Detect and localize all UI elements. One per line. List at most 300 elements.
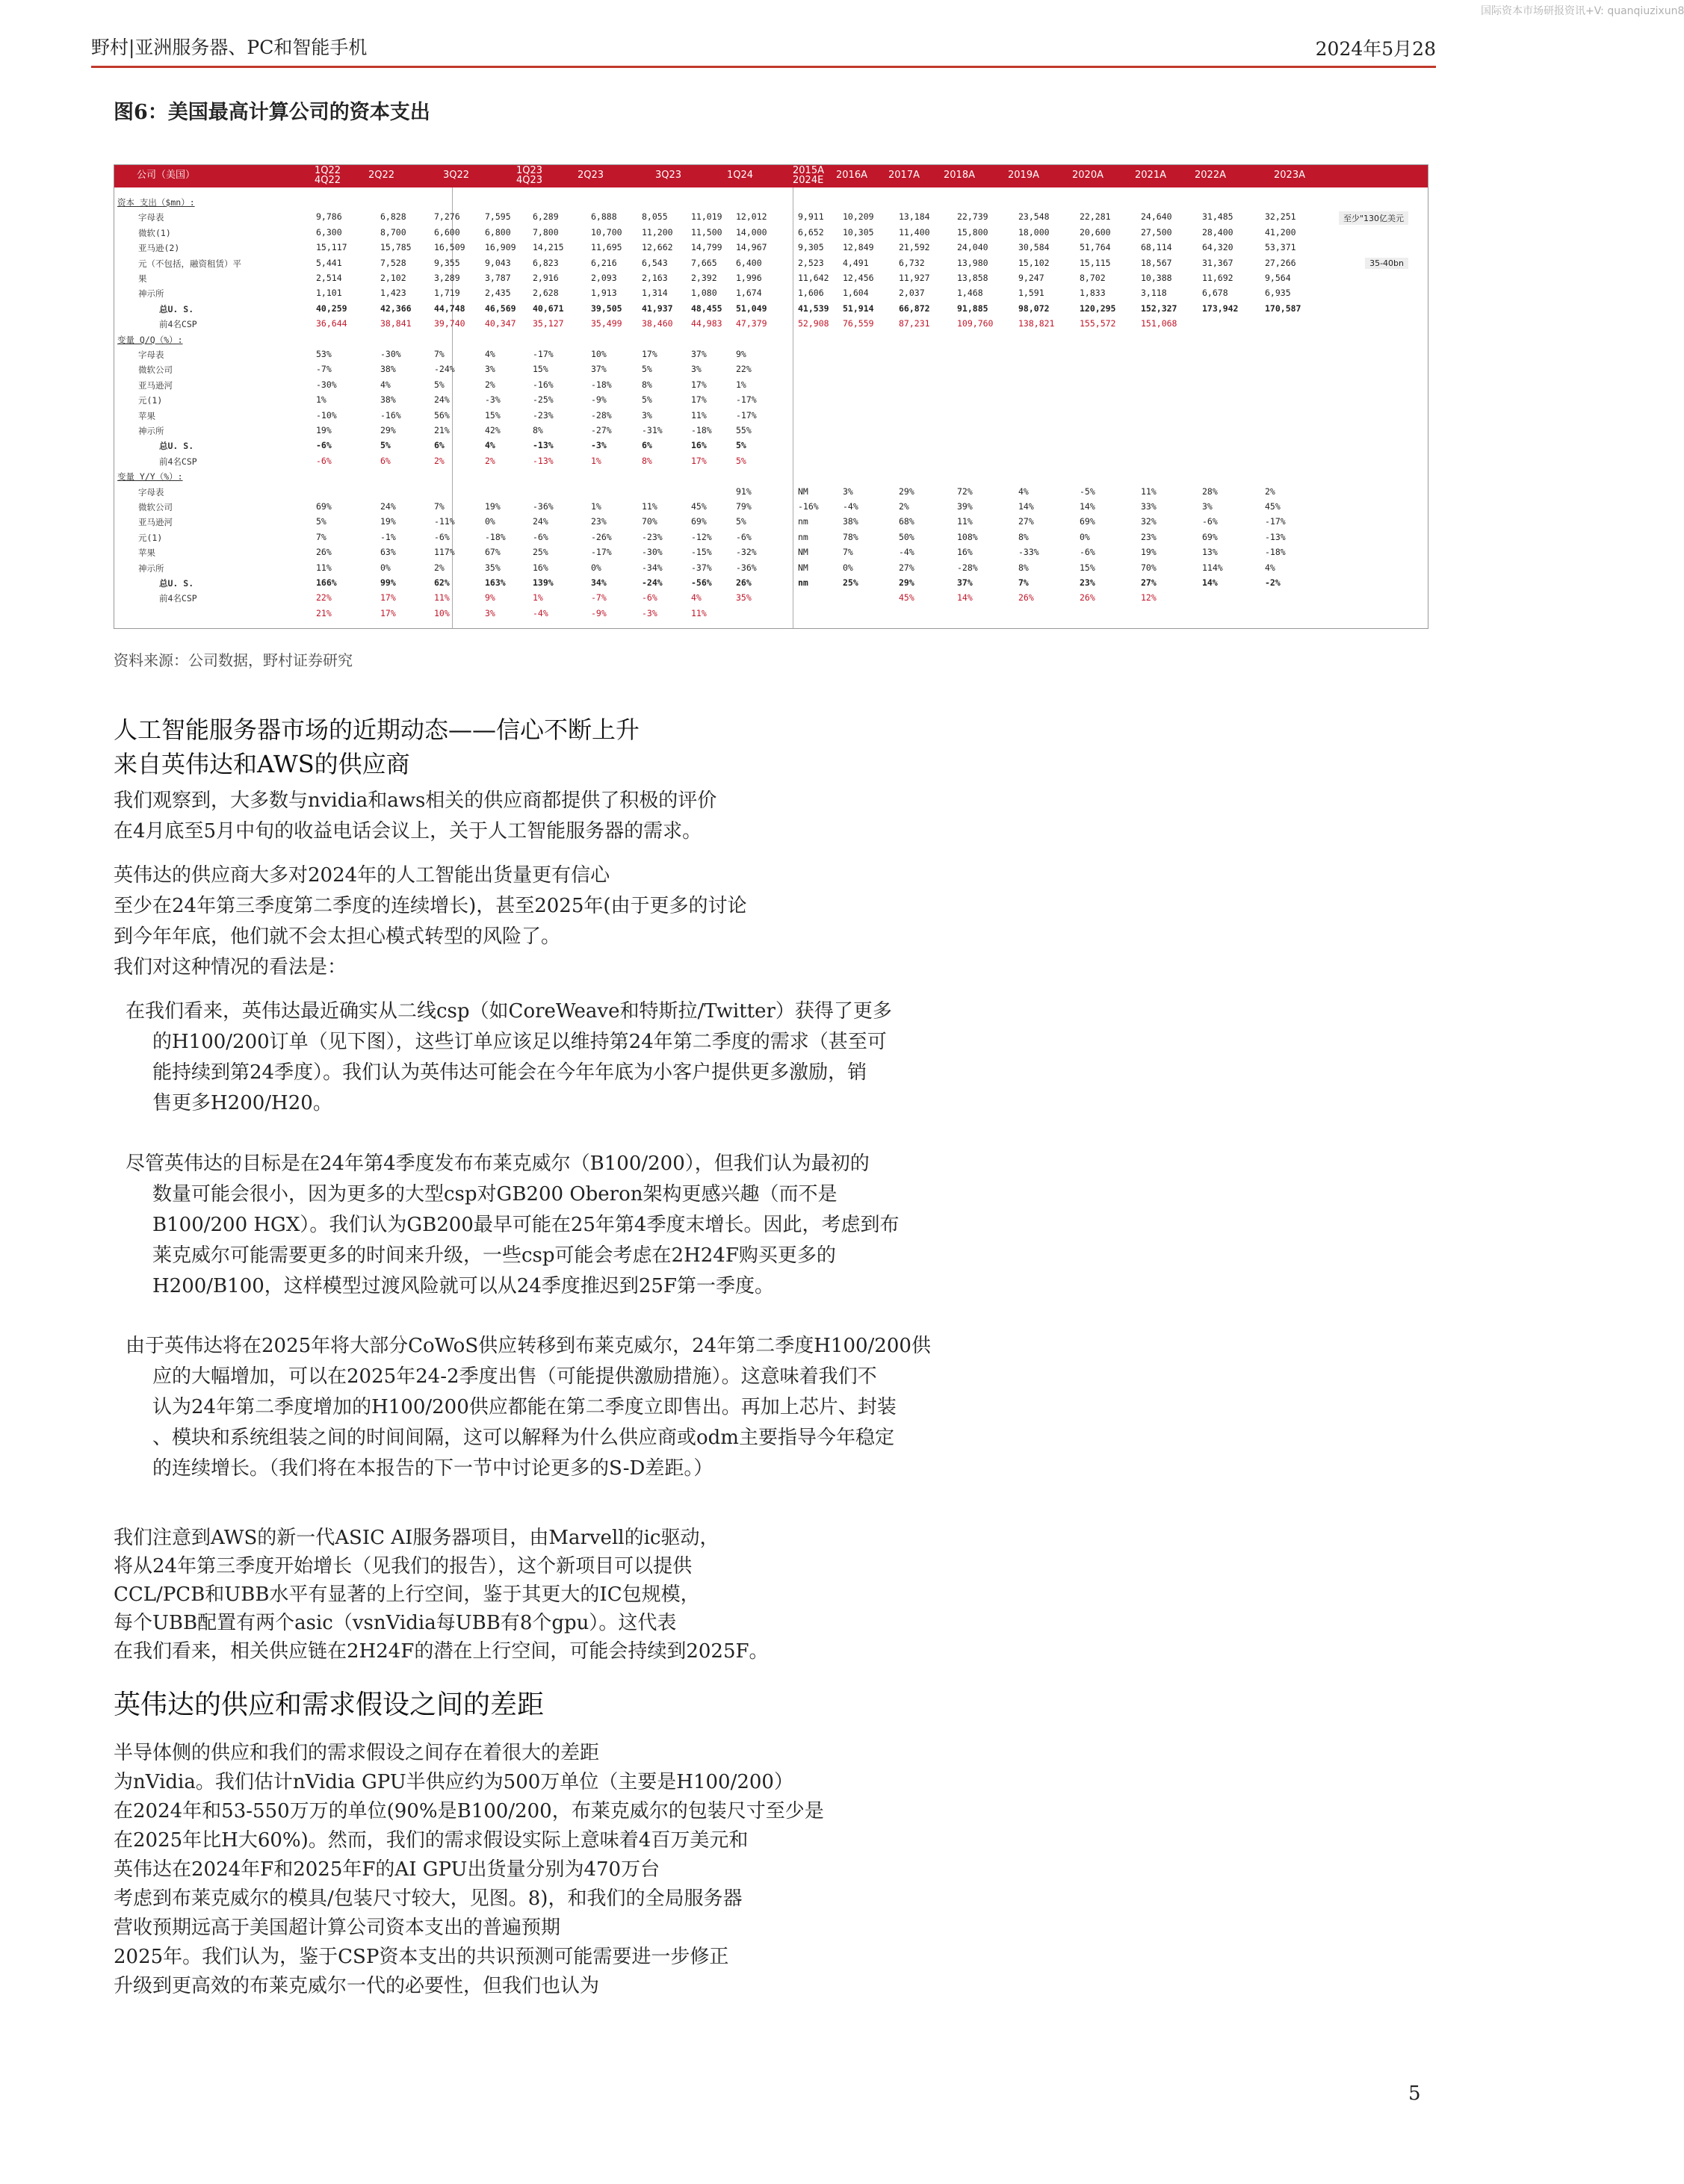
table-cell: 5% <box>642 364 652 375</box>
table-cell: 11% <box>434 592 450 604</box>
table-row <box>114 393 1428 407</box>
table-row <box>114 515 1428 529</box>
paragraph-line: 在我们看来，相关供应链在2H24F的潜在上行空间，可能会持续到2025F。 <box>114 1640 769 1663</box>
row-label: 亚马逊(2) <box>138 243 180 254</box>
table-cell: 8,700 <box>380 226 406 238</box>
table-cell: 6,828 <box>380 211 406 223</box>
table-cell: 0% <box>843 562 853 573</box>
table-cell: 2% <box>1265 485 1275 497</box>
table-cell: 11,692 <box>1202 273 1233 283</box>
table-cell: 87,231 <box>899 318 930 329</box>
table-cell: 1,101 <box>316 288 342 299</box>
table-cell: 0% <box>1080 531 1090 542</box>
table-cell: 38% <box>380 394 396 406</box>
page-number: 5 <box>1408 2082 1421 2105</box>
table-cell: 26% <box>316 547 332 558</box>
capex-table <box>114 164 1428 629</box>
table-cell: 23% <box>591 516 607 527</box>
table-cell: 16% <box>957 547 973 558</box>
table-cell: 53,371 <box>1265 242 1296 253</box>
table-cell: 10% <box>434 607 450 618</box>
table-cell: 12,012 <box>736 211 767 223</box>
table-cell: -3% <box>642 607 657 618</box>
table-header-cell: 3Q23 <box>655 170 682 181</box>
table-cell: nm <box>798 531 808 542</box>
table-cell: 8% <box>533 425 543 435</box>
table-cell: 63% <box>380 547 396 558</box>
table-cell: 68,114 <box>1141 242 1172 253</box>
table-note: 至少"130亿美元 <box>1339 211 1408 225</box>
table-cell: 34% <box>591 577 607 588</box>
row-label: 总U. S. <box>159 578 194 589</box>
table-cell: 76,559 <box>843 318 874 329</box>
table-cell: 108% <box>957 531 978 542</box>
table-cell: -26% <box>591 531 612 542</box>
table-cell: 44,983 <box>691 318 722 329</box>
table-cell: 8,702 <box>1080 273 1106 283</box>
table-cell: 7,276 <box>434 211 460 223</box>
table-cell: 1,604 <box>843 288 869 299</box>
table-cell: 37% <box>591 364 607 375</box>
paragraph-line: 升级到更高效的布莱克威尔一代的必要性，但我们也认为 <box>114 1975 600 1997</box>
table-cell: 9,247 <box>1018 273 1044 283</box>
table-cell: 117% <box>434 547 455 558</box>
row-label: 前4名CSP <box>159 456 197 467</box>
table-header-cell: 2019A <box>1008 170 1039 181</box>
table-cell: 17% <box>691 394 707 406</box>
table-cell: -4% <box>533 607 548 618</box>
paragraph-line: 将从24年第三季度开始增长（见我们的报告），这个新项目可以提供 <box>114 1555 693 1577</box>
table-cell: 42% <box>485 425 501 435</box>
table-cell: 45% <box>691 501 707 512</box>
paragraph-line: H200/B100，这样模型过渡风险就可以从24季度推迟到25F第一季度。 <box>152 1275 775 1297</box>
table-cell: NM <box>798 485 808 497</box>
table-cell: 7,800 <box>533 226 559 238</box>
paragraph-line: 认为24年第二季度增加的H100/200供应都能在第二季度立即售出。再加上芯片、封装 <box>152 1396 897 1418</box>
table-cell: 14,215 <box>533 242 564 253</box>
table-cell: 6% <box>434 440 445 451</box>
table-cell: 15,115 <box>1080 257 1111 268</box>
table-cell: -7% <box>591 592 607 604</box>
row-label: 亚马逊河 <box>138 379 173 391</box>
paragraph-line: 数量可能会很小，因为更多的大型csp对GB200 Oberon架构更感兴趣（而不是 <box>152 1183 838 1206</box>
table-cell: 6,216 <box>591 257 617 268</box>
table-cell: 16,909 <box>485 242 516 253</box>
row-label: 微软(1) <box>138 227 171 238</box>
table-cell: 25% <box>843 577 858 588</box>
table-cell: -5% <box>1080 485 1095 497</box>
paragraph-line: 应的大幅增加，可以在2025年24-2季度出售（可能提供激励措施）。这意味着我们不 <box>152 1365 877 1388</box>
table-row <box>114 469 1428 483</box>
table-cell: -30% <box>316 379 337 390</box>
table-cell: 9% <box>485 592 495 604</box>
table-cell: 30,584 <box>1018 242 1050 253</box>
table-row <box>114 286 1428 300</box>
table-cell: 3% <box>485 607 495 618</box>
table-cell: -31% <box>642 425 663 435</box>
table-cell: 29% <box>899 485 914 497</box>
table-cell: 0% <box>380 562 391 573</box>
paragraph-line: 、模块和系统组装之间的时间间隔，这可以解释为什么供应商或odm主要指导今年稳定 <box>152 1427 894 1449</box>
table-cell: 6,823 <box>533 257 559 268</box>
table-row <box>114 500 1428 514</box>
table-cell: 91,885 <box>957 303 988 314</box>
paragraph-line: 至少在24年第三季度第二季度的连续增长)，甚至2025年(由于更多的讨论 <box>114 895 747 917</box>
table-cell: -15% <box>691 547 712 558</box>
paragraph-line: 尽管英伟达的目标是在24年第4季度发布布莱克威尔（B100/200），但我们认为最初的 <box>126 1153 870 1175</box>
row-label: 字母表 <box>138 212 164 223</box>
table-cell: 67% <box>485 547 501 558</box>
table-cell: 0% <box>591 562 601 573</box>
table-cell: 26% <box>736 577 752 588</box>
table-cell: 70% <box>1141 562 1157 573</box>
table-cell: 23% <box>1141 531 1157 542</box>
figure-title: 图6：美国最高计算公司的资本支出 <box>114 101 430 124</box>
table-cell: 1,606 <box>798 288 824 299</box>
table-cell: 14% <box>1202 577 1218 588</box>
table-header-cell: 公司（美国） <box>137 170 196 181</box>
table-cell: 91% <box>736 485 752 497</box>
table-cell: 6,600 <box>434 226 460 238</box>
row-label: 亚马逊河 <box>138 517 173 528</box>
table-cell: 35% <box>736 592 752 604</box>
table-cell: -25% <box>533 394 554 406</box>
table-cell: 27,266 <box>1265 257 1296 268</box>
table-row <box>114 545 1428 559</box>
row-label: 微软公司 <box>138 364 173 376</box>
table-cell: 9,305 <box>798 242 824 253</box>
table-cell: 11% <box>1141 485 1157 497</box>
paragraph-line: 莱克威尔可能需要更多的时间来升级，一些csp可能会考虑在2H24F购买更多的 <box>152 1244 836 1267</box>
table-cell: 9% <box>736 349 746 359</box>
table-cell: 120,295 <box>1080 303 1116 314</box>
table-cell: 13% <box>1202 547 1218 558</box>
table-row <box>114 576 1428 590</box>
row-label: 苹果 <box>138 547 155 559</box>
table-cell: 2% <box>899 501 909 512</box>
table-cell: 1,996 <box>736 273 762 283</box>
table-cell: 1% <box>591 501 601 512</box>
table-cell: -17% <box>533 349 554 359</box>
table-cell: 9,043 <box>485 257 511 268</box>
table-row <box>114 195 1428 209</box>
table-cell: 51,049 <box>736 303 767 314</box>
table-cell: 28% <box>1202 485 1218 497</box>
table-cell: 41,539 <box>798 303 829 314</box>
table-header-cell: 1Q24 <box>727 170 754 181</box>
table-header-cell: 2Q23 <box>578 170 604 181</box>
paragraph-3 <box>126 996 892 1119</box>
table-cell: 109,760 <box>957 318 994 329</box>
table-cell: 23% <box>1080 577 1095 588</box>
table-cell: 45% <box>899 592 914 604</box>
section1-subtitle: 来自英伟达和AWS的供应商 <box>114 750 410 778</box>
table-cell: 6% <box>380 455 391 466</box>
table-cell: 2% <box>485 455 495 466</box>
table-cell: 11,642 <box>798 273 829 283</box>
table-cell: 4% <box>485 349 495 359</box>
table-cell: 1% <box>736 379 746 390</box>
table-cell: 17% <box>642 349 657 359</box>
table-cell: 6,678 <box>1202 288 1228 299</box>
table-cell: 27% <box>899 562 914 573</box>
table-cell: 19% <box>1141 547 1157 558</box>
table-cell: 39,740 <box>434 318 465 329</box>
table-cell: 2,916 <box>533 273 559 283</box>
table-cell: 2,093 <box>591 273 617 283</box>
header-title: 野村|亚洲服务器、PC和智能手机 <box>91 37 368 58</box>
table-cell: -16% <box>533 379 554 390</box>
table-row <box>114 438 1428 453</box>
section1-title: 人工智能服务器市场的近期动态——信心不断上升 <box>114 716 640 744</box>
table-cell: 10,700 <box>591 226 622 238</box>
paragraph-6 <box>114 1524 769 1666</box>
table-cell: 38% <box>843 516 858 527</box>
table-cell: 32% <box>1141 516 1157 527</box>
table-cell: 6,732 <box>899 257 925 268</box>
paragraph-line: 在2025年比H大60%)。然而，我们的需求假设实际上意味着4百万美元和 <box>114 1829 749 1852</box>
table-cell: 70% <box>642 516 657 527</box>
table-cell: 1,314 <box>642 288 668 299</box>
table-cell: 78% <box>843 531 858 542</box>
table-cell: 6,888 <box>591 211 617 223</box>
table-cell: 11,500 <box>691 226 722 238</box>
table-cell: 4% <box>485 440 495 451</box>
table-cell: 66,872 <box>899 303 930 314</box>
table-cell: 15,785 <box>380 242 412 253</box>
table-header-cell: 2018A <box>944 170 975 181</box>
table-cell: 2% <box>434 455 445 466</box>
paragraph-line: 英伟达的供应商大多对2024年的人工智能出货量更有信心 <box>114 864 610 887</box>
table-cell: 7,595 <box>485 211 511 223</box>
table-cell: 1,468 <box>957 288 983 299</box>
table-cell: 24,040 <box>957 242 988 253</box>
table-row <box>114 347 1428 362</box>
table-cell: 8,055 <box>642 211 668 223</box>
table-cell: 2% <box>434 562 445 573</box>
table-cell: 7% <box>434 349 445 359</box>
table-cell: 41,937 <box>642 303 673 314</box>
table-header-cell: 2023A <box>1274 170 1305 181</box>
table-cell: -28% <box>957 562 978 573</box>
table-cell: -4% <box>899 547 914 558</box>
table-cell: 0% <box>485 516 495 527</box>
table-cell: -23% <box>642 531 663 542</box>
table-note: 35-40bn <box>1365 258 1408 269</box>
table-cell: 1,591 <box>1018 288 1044 299</box>
table-cell: 17% <box>380 607 396 618</box>
table-cell: -34% <box>642 562 663 573</box>
table-cell: 14,799 <box>691 242 722 253</box>
table-cell: 31,485 <box>1202 211 1233 223</box>
table-cell: 9,355 <box>434 257 460 268</box>
table-cell: -13% <box>533 440 554 451</box>
table-cell: 27% <box>1018 516 1034 527</box>
table-cell: 6% <box>642 440 652 451</box>
header-rule <box>91 66 1436 68</box>
table-cell: -9% <box>591 394 607 406</box>
table-cell: 9,564 <box>1265 273 1291 283</box>
table-cell: 14% <box>1018 501 1034 512</box>
row-label: 变量 Y/Y（%）: <box>117 471 183 483</box>
paragraph-1 <box>114 786 716 847</box>
table-cell: 2,163 <box>642 273 668 283</box>
table-cell: -17% <box>736 409 757 421</box>
table-cell: 14% <box>1080 501 1095 512</box>
table-cell: 3% <box>843 485 853 497</box>
paragraph-line: 英伟达在2024年F和2025年F的AI GPU出货量分别为470万台 <box>114 1858 660 1881</box>
table-cell: 62% <box>434 577 450 588</box>
table-cell: 38,841 <box>380 318 412 329</box>
row-label: 元(1) <box>138 532 163 543</box>
table-cell: 11,019 <box>691 211 722 223</box>
table-cell: 33% <box>1141 501 1157 512</box>
table-cell: 35,127 <box>533 318 564 329</box>
table-cell: 11,200 <box>642 226 673 238</box>
table-cell: 2,628 <box>533 288 559 299</box>
table-cell: 79% <box>736 501 752 512</box>
table-cell: 1,913 <box>591 288 617 299</box>
table-cell: 12,456 <box>843 273 874 283</box>
table-cell: 4% <box>1018 485 1029 497</box>
table-row <box>114 332 1428 347</box>
table-cell: 11,400 <box>899 226 930 238</box>
table-cell: -28% <box>591 409 612 421</box>
table-cell: 2,523 <box>798 257 824 268</box>
page-header <box>91 5 1684 63</box>
table-cell: 29% <box>899 577 914 588</box>
table-cell: 11,695 <box>591 242 622 253</box>
table-row <box>114 530 1428 545</box>
table-cell: 40,259 <box>316 303 347 314</box>
header-date: 2024年5月28 <box>1315 38 1436 60</box>
row-label: 苹果 <box>138 410 155 421</box>
paragraph-line: 营收预期远高于美国超计算公司资本支出的普遍预期 <box>114 1917 561 1939</box>
table-cell: -2% <box>1265 577 1281 588</box>
table-row <box>114 210 1428 224</box>
paragraph-line: 我们观察到，大多数与nvidia和aws相关的供应商都提供了积极的评价 <box>114 789 717 812</box>
table-row <box>114 607 1428 621</box>
table-cell: 114% <box>1202 562 1223 573</box>
table-cell: 1,674 <box>736 288 762 299</box>
row-label: 总U. S. <box>159 441 194 452</box>
table-cell: 69% <box>691 516 707 527</box>
table-cell: 7% <box>434 501 445 512</box>
table-cell: 22,739 <box>957 211 988 223</box>
row-label: 字母表 <box>138 486 164 497</box>
table-row <box>114 424 1428 438</box>
table-row <box>114 241 1428 255</box>
table-cell: 13,184 <box>899 211 930 223</box>
table-cell: 155,572 <box>1080 318 1116 329</box>
table-row <box>114 271 1428 285</box>
table-cell: 11% <box>316 562 332 573</box>
table-cell: 24% <box>380 501 396 512</box>
table-cell: 8% <box>642 379 652 390</box>
table-cell: 56% <box>434 409 450 421</box>
table-cell: -18% <box>691 425 712 435</box>
table-cell: -27% <box>591 425 612 435</box>
table-cell: 12% <box>1141 592 1157 604</box>
table-row <box>114 302 1428 316</box>
paragraph-4 <box>126 1149 899 1302</box>
table-cell: 69% <box>1202 531 1218 542</box>
table-cell: 9,786 <box>316 211 342 223</box>
table-cell: -37% <box>691 562 712 573</box>
paragraph-line: 在4月底至5月中旬的收益电话会议上，关于人工智能服务器的需求。 <box>114 820 702 843</box>
table-cell: 6,935 <box>1265 288 1291 299</box>
table-cell: 38,460 <box>642 318 673 329</box>
table-cell: 42,366 <box>380 303 412 314</box>
table-cell: 6,289 <box>533 211 559 223</box>
table-cell: -23% <box>533 409 554 421</box>
table-cell: 170,587 <box>1265 303 1301 314</box>
table-cell: 45% <box>1265 501 1281 512</box>
table-cell: 31,367 <box>1202 257 1233 268</box>
table-cell: 16% <box>691 440 707 451</box>
table-cell: 22% <box>736 364 752 375</box>
table-cell: 12,849 <box>843 242 874 253</box>
table-cell: -17% <box>1265 516 1286 527</box>
table-cell: 69% <box>316 501 332 512</box>
table-cell: 17% <box>691 455 707 466</box>
figure-source: 资料来源：公司数据，野村证券研究 <box>114 651 353 669</box>
row-label: 神示所 <box>138 426 164 436</box>
table-cell: 37% <box>691 349 707 359</box>
table-cell: -10% <box>316 409 337 421</box>
table-header-cell: 1Q22 4Q22 <box>315 165 341 186</box>
table-cell: -18% <box>1265 547 1286 558</box>
table-header-cell: 1Q23 4Q23 <box>516 165 543 186</box>
table-cell: 13,858 <box>957 273 988 283</box>
table-cell: 19% <box>485 501 501 512</box>
table-header-cell: 2015A 2024E <box>793 165 824 186</box>
table-header-cell: 2021A <box>1135 170 1166 181</box>
table-row <box>114 561 1428 575</box>
table-cell: -12% <box>691 531 712 542</box>
table-cell: 2,102 <box>380 273 406 283</box>
table-cell: -3% <box>591 440 607 451</box>
table-cell: 1,719 <box>434 288 460 299</box>
table-cell: 38% <box>380 364 396 375</box>
row-label: 前4名CSP <box>159 319 197 330</box>
table-cell: 2,514 <box>316 273 342 283</box>
table-cell: -6% <box>642 592 657 604</box>
table-cell: 27% <box>1141 577 1157 588</box>
table-cell: NM <box>798 562 808 573</box>
paragraph-line: 售更多H200/H20。 <box>152 1092 332 1114</box>
table-cell: nm <box>798 516 808 527</box>
table-cell: -1% <box>380 531 396 542</box>
table-cell: 5% <box>736 455 746 466</box>
table-cell: 72% <box>957 485 973 497</box>
table-cell: 152,327 <box>1141 303 1177 314</box>
row-label: 变量 Q/Q（%）: <box>117 334 183 345</box>
paragraph-line: 为nVidia。我们估计nVidia GPU半供应约为500万单位（主要是H100/200） <box>114 1771 793 1793</box>
table-cell: 14,967 <box>736 242 767 253</box>
table-cell: 11% <box>957 516 973 527</box>
table-cell: 5% <box>736 440 746 451</box>
table-cell: 19% <box>316 425 332 435</box>
table-cell: 44,748 <box>434 303 465 314</box>
table-cell: 2% <box>485 379 495 390</box>
row-label: 微软公司 <box>138 502 173 512</box>
table-cell: 2,392 <box>691 273 717 283</box>
table-cell: -36% <box>736 562 757 573</box>
table-cell: -24% <box>434 364 455 375</box>
table-header-cell: 3Q22 <box>443 170 470 181</box>
table-cell: 1,080 <box>691 288 717 299</box>
